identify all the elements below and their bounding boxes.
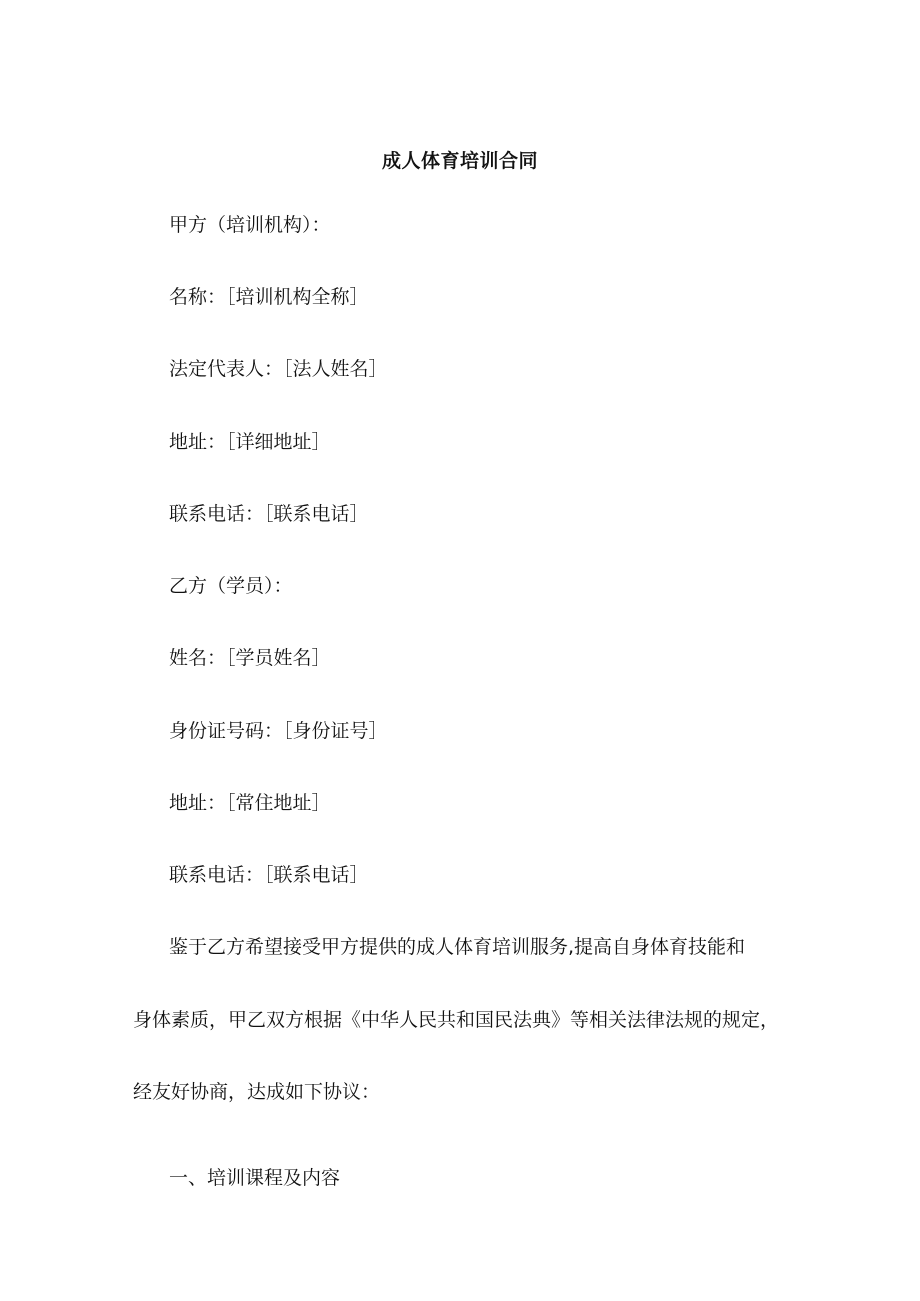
party-b-heading: 乙方（学员）： (169, 575, 293, 597)
document-title: 成人体育培训合同 (381, 150, 538, 172)
party-a-address: 地址：［详细地址］ (169, 431, 331, 453)
preamble-line-2: 身体素质，甲乙双方根据《中华人民共和国民法典》等相关法律法规的规定， (133, 1009, 780, 1031)
party-b-address: 地址：［常住地址］ (169, 792, 331, 814)
party-a-representative: 法定代表人：［法人姓名］ (169, 358, 388, 380)
party-b-phone: 联系电话：［联系电话］ (169, 864, 369, 886)
preamble-line-1: 鉴于乙方希望接受甲方提供的成人体育培训服务,提高自身体育技能和 (169, 936, 746, 958)
preamble-line-3: 经友好协商，达成如下协议： (133, 1081, 381, 1103)
party-b-name: 姓名：［学员姓名］ (169, 647, 331, 669)
party-a-phone: 联系电话：［联系电话］ (169, 503, 369, 525)
party-a-heading: 甲方（培训机构）： (169, 214, 331, 236)
party-a-name: 名称：［培训机构全称］ (169, 286, 369, 308)
section-1-heading: 一、培训课程及内容 (169, 1167, 341, 1189)
party-b-id-number: 身份证号码：［身份证号］ (169, 720, 388, 742)
